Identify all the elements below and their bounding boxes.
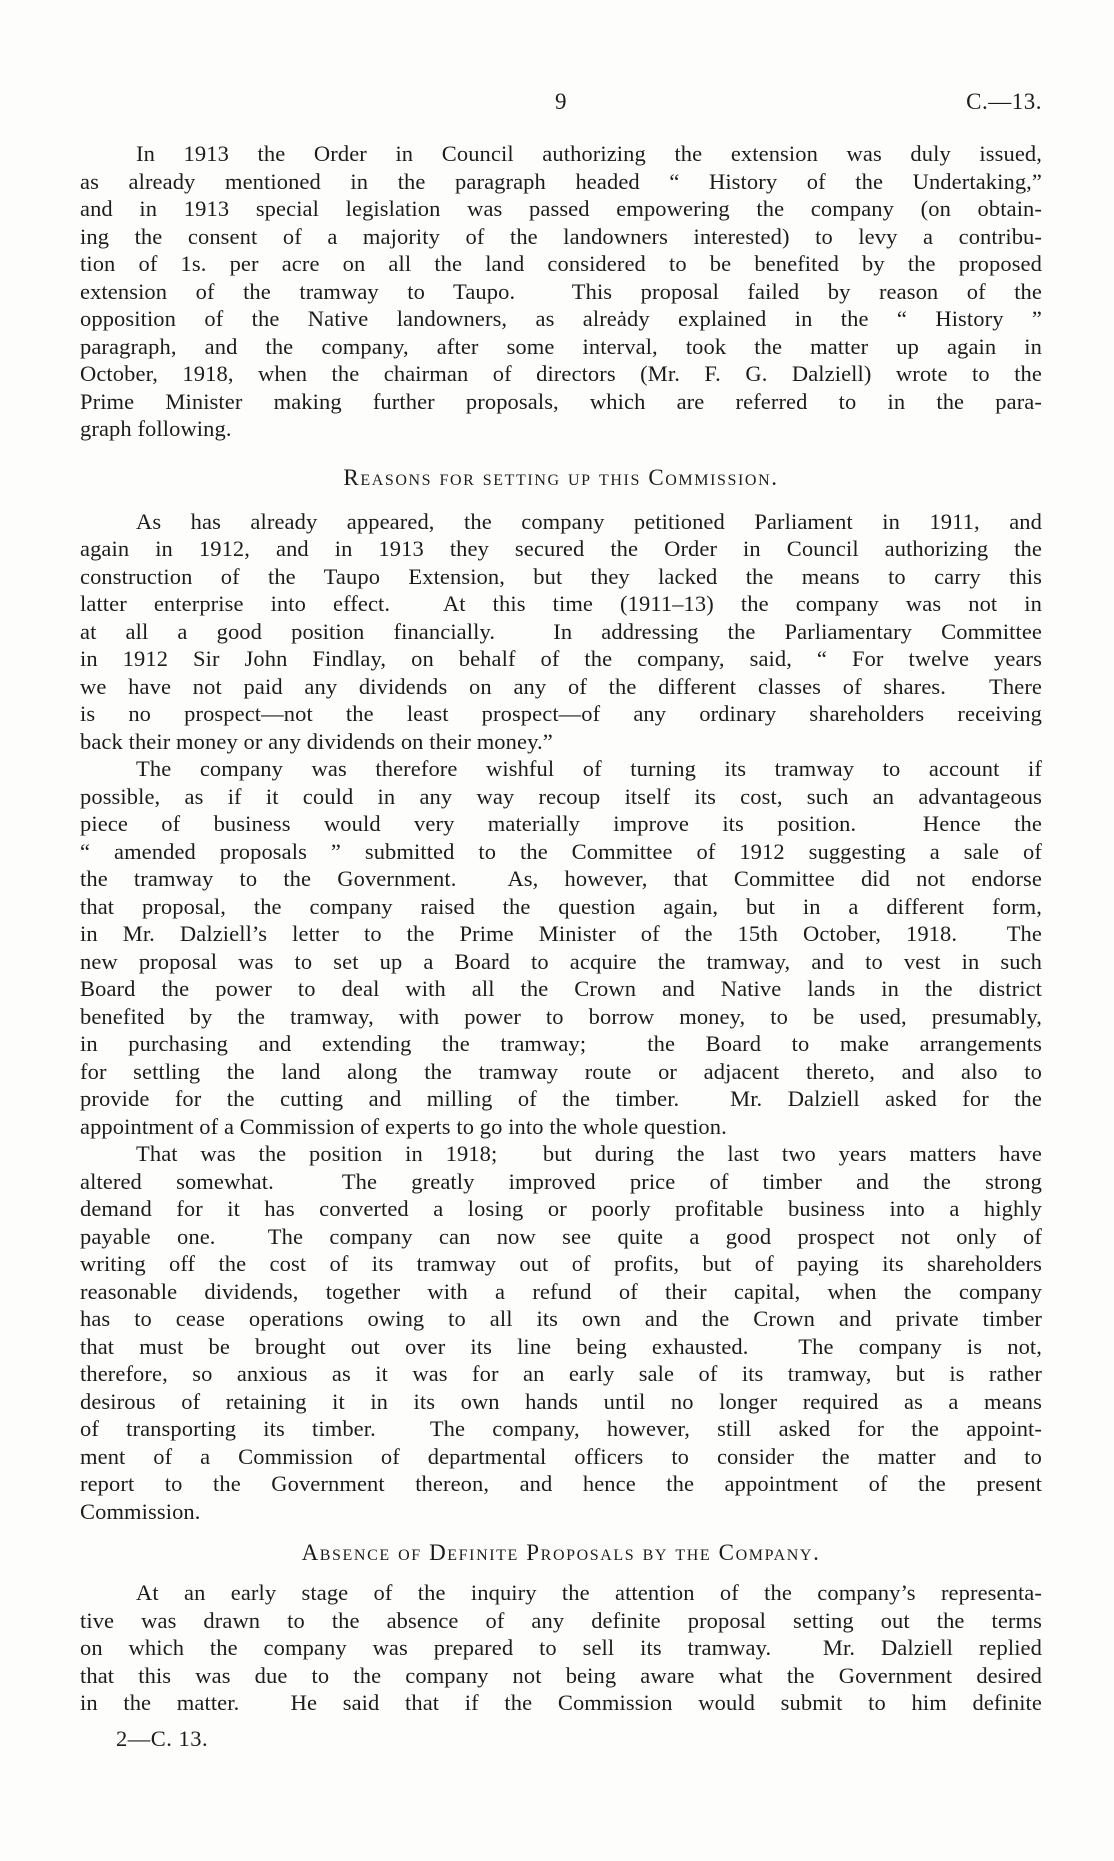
paragraph-company-wishful: The company was therefore wishful of turning its tramway to account if possible, as if it could in any way recoup itself its cost, such an advantageous piece of business would very materially improve its position. Hence the “ amended proposals ” submitted to the Committee of 1912 suggesting a sale of the tramway to the Government. As, however, that Committee did not endorse that proposal, the company raised the question again, but in a different form, in Mr. Dalziell’s letter to the Prime Minister of the 15th October, 1918. The new proposal was to set up a Board to acquire the tramway, and to vest in such Board the power to deal with all the Crown and Native lands in the district benefited by the tramway, with power to borrow money, to be used, presumably, in purchasing and extending the tramway; the Board to make arrangements for settling the land along the tramway route or adjacent thereto, and also to provide for the cutting and milling of the timber. Mr. Dalziell asked for the appointment of a Commission of experts to go into the whole question. xyxy=(80,756,1042,1139)
section-heading-reasons: Reasons for setting up this Commission. xyxy=(343,464,779,490)
page-footer xyxy=(80,1725,1042,1753)
paragraph-early-stage-inquiry: At an early stage of the inquiry the attention of the company’s representa- tive was drawn to the absence of any definite proposal setting out the terms on which the company was prepared to sell its tramway. Mr. Dalziell replied that this was due to the company not being aware what the Government desired in the matter. He said that if the Commission would submit to him definite xyxy=(80,1580,1042,1715)
page-header xyxy=(80,88,1042,116)
text-block xyxy=(80,88,1042,1753)
paragraph-position-1918: That was the position in 1918; but during the last two years matters have altered somewhat. The greatly improved price of timber and the strong demand for it has converted a losing or poorly profitable business into a highly payable one. The company can now see quite a good prospect not only of writing off the cost of its tramway out of profits, but of paying its shareholders reasonable dividends, together with a refund of their capital, when the company has to cease operations owing to all its own and the Crown and private timber that must be brought out over its line being exhausted. The company is not, therefore, so anxious as it was for an early sale of its tramway, but is rather desirous of retaining it in its own hands until no longer required as a means of transporting its timber. The company, however, still asked for the appoint- ment of a Commission of departmental officers to consider the matter and to report to the Government thereon, and hence the appointment of the present Commission. xyxy=(80,1141,1042,1524)
printers-signature: 2—C. 13. xyxy=(116,1725,209,1751)
paragraph-company-petitioned: As has already appeared, the company petitioned Parliament in 1911, and again in 1912, and in 1913 they secured the Order in Council authorizing the construction of the Taupo Extension, but they lacked the means to carry this latter enterprise into effect. At this time (1911–13) the company was not in at all a good position financially. In addressing the Parliamentary Committee in 1912 Sir John Findlay, on behalf of the company, said, “ For twelve years we have not paid any dividends on any of the different classes of shares. There is no prospect—not the least prospect—of any ordinary shareholders receiving back their money or any dividends on their money.” xyxy=(80,508,1042,754)
section-heading-absence-of-proposals: Absence of Definite Proposals by the Company. xyxy=(301,1540,821,1565)
page-number: 9 xyxy=(555,89,567,114)
document-reference: C.—13. xyxy=(966,89,1042,114)
paragraph-order-in-council: In 1913 the Order in Council authorizing the extension was duly issued, as already mentioned in the paragraph headed “ History of the Undertaking,” and in 1913 special legislation was passed empowering the company (on obtain- ing the consent of a majority of the landowners interested) to levy a contribu- tion of 1s. per acre on all the land considered to be benefited by the proposed extension of the tramway to Taupo. This proposal failed by reason of the opposition of the Native landowners, as alreȧdy explained in the “ History ” paragraph, and the company, after some interval, took the matter up again in October, 1918, when the chairman of directors (Mr. F. G. Dalziell) wrote to the Prime Minister making further proposals, which are referred to in the para- graph following. xyxy=(80,141,1042,441)
